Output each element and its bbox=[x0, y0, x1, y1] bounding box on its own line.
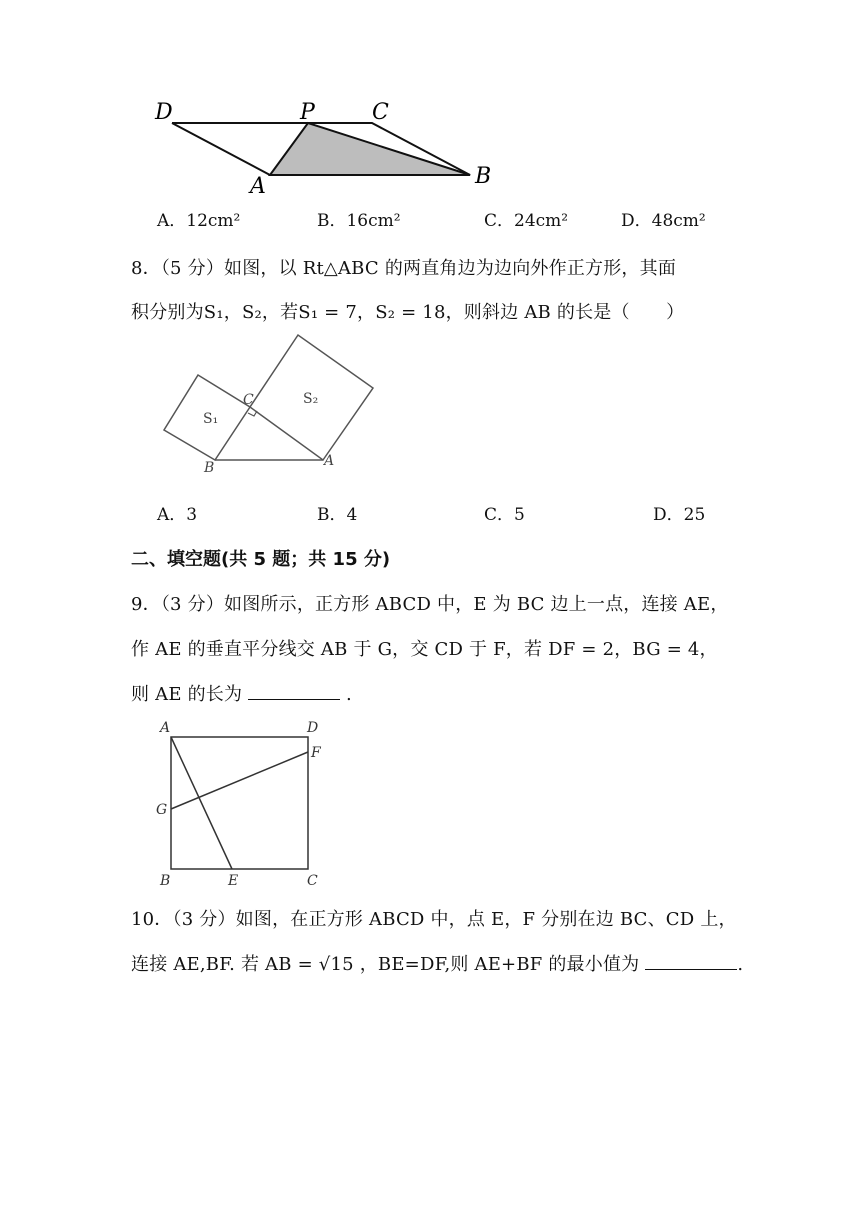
q10-line2-suffix: . bbox=[737, 954, 744, 975]
q8-option-a: A．3 bbox=[157, 505, 198, 525]
label-b: B bbox=[160, 873, 171, 889]
section-title: 二、填空题(共 5 题；共 15 分) bbox=[131, 549, 391, 570]
q9-text-line1: 9．（3 分）如图所示，正方形 ABCD 中，E 为 BC 边上一点，连接 AE， bbox=[131, 594, 729, 615]
segment-ae bbox=[171, 737, 232, 869]
label-c: C bbox=[307, 873, 318, 889]
q7-figure bbox=[150, 95, 510, 200]
label-D: D bbox=[155, 100, 173, 125]
q9-answer-blank[interactable] bbox=[248, 685, 340, 700]
square-abcd bbox=[171, 737, 308, 869]
q8-text-line2: 积分别为S₁，S₂，若S₁ = 7，S₂ = 18，则斜边 AB 的长是（ ） bbox=[131, 302, 685, 323]
q7-option-d: D．48cm² bbox=[621, 211, 706, 231]
label-A: A bbox=[250, 174, 266, 199]
q10-text-line2 bbox=[131, 950, 743, 976]
label-a: A bbox=[324, 453, 335, 469]
q7-option-b: B．16cm² bbox=[317, 211, 401, 231]
q9-text-line3 bbox=[131, 680, 352, 706]
label-g: G bbox=[156, 802, 168, 818]
q10-text-line1: 10．（3 分）如图，在正方形 ABCD 中，点 E，F 分别在边 BC、CD 上， bbox=[131, 909, 737, 930]
q7-option-a: A．12cm² bbox=[157, 211, 241, 231]
label-e: E bbox=[228, 873, 239, 889]
label-s1: S₁ bbox=[203, 411, 219, 427]
label-a: A bbox=[160, 720, 171, 736]
label-P: P bbox=[300, 100, 315, 125]
q9-line3-prefix: 则 AE 的长为 bbox=[131, 684, 249, 705]
label-s2: S₂ bbox=[303, 391, 319, 407]
q9-text-line2: 作 AE 的垂直平分线交 AB 于 G，交 CD 于 F，若 DF = 2，BG = 4， bbox=[131, 639, 718, 660]
q10-line2-prefix: 连接 AE,BF. 若 AB = √15 ，BE=DF,则 AE+BF 的最小值为 bbox=[131, 954, 646, 975]
shaded-triangle bbox=[270, 123, 470, 175]
q8-option-d: D．25 bbox=[653, 505, 706, 525]
q8-option-c: C．5 bbox=[484, 505, 525, 525]
label-d: D bbox=[307, 720, 319, 736]
q7-option-c: C．24cm² bbox=[484, 211, 569, 231]
q8-text-line1: 8．（5 分）如图，以 Rt△ABC 的两直角边为边向外作正方形，其面 bbox=[131, 258, 677, 279]
q10-answer-blank[interactable] bbox=[645, 955, 737, 970]
q9-figure bbox=[150, 717, 335, 892]
label-B: B bbox=[475, 164, 492, 189]
q8-figure bbox=[155, 333, 385, 473]
label-C: C bbox=[372, 100, 389, 125]
label-c: C bbox=[243, 392, 254, 408]
label-b: B bbox=[204, 460, 215, 473]
q9-line3-suffix: . bbox=[340, 684, 352, 705]
q8-option-b: B．4 bbox=[317, 505, 358, 525]
label-f: F bbox=[311, 745, 321, 761]
